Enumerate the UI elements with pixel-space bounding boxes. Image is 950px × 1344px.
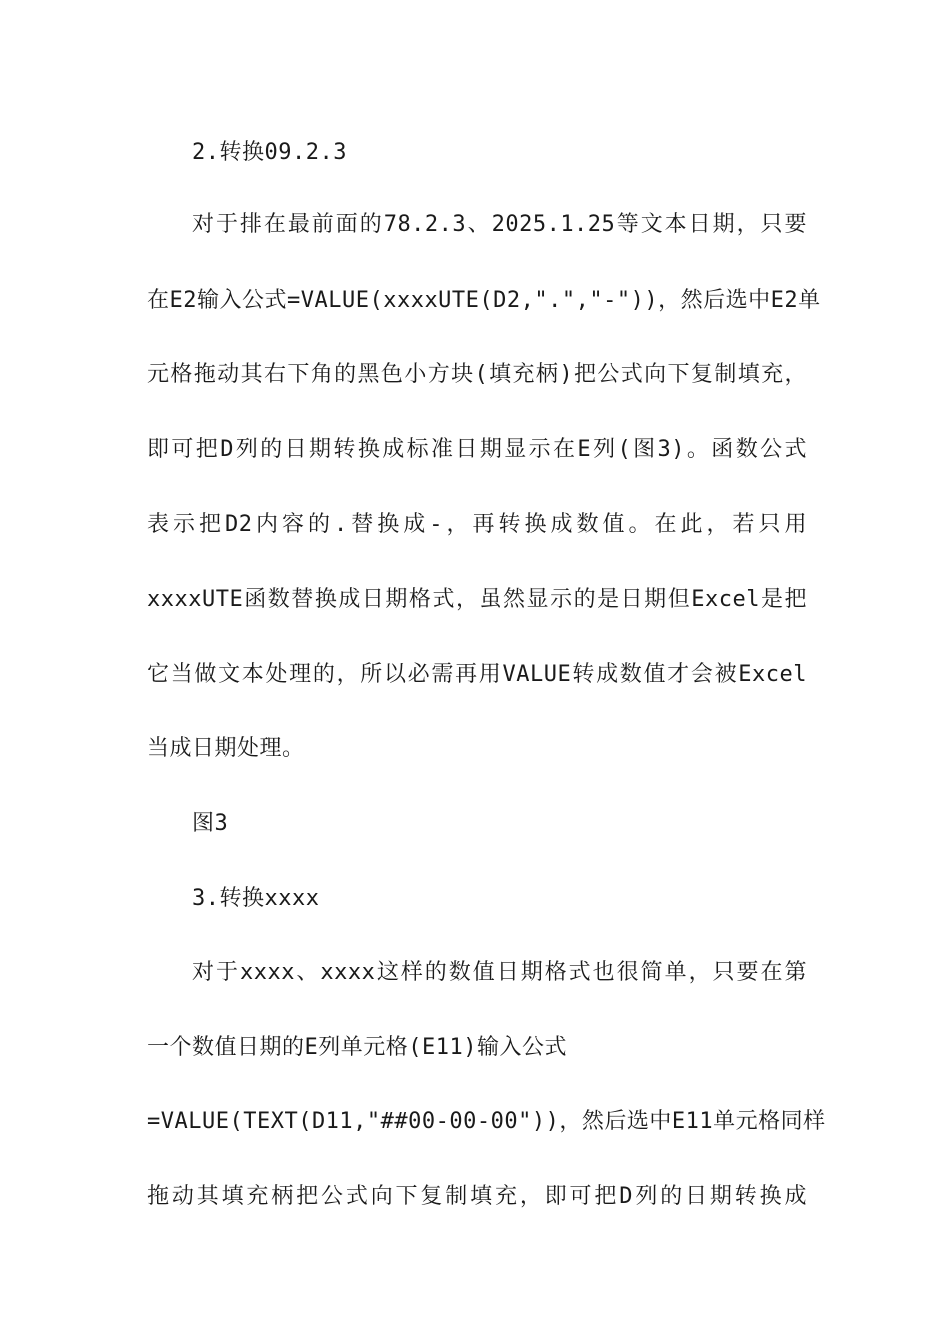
paragraph-line: 元格拖动其右下角的黑色小方块(填充柄)把公式向下复制填充， — [147, 362, 807, 387]
paragraph-line: 即可把D列的日期转换成标准日期显示在E列(图3)。函数公式 — [147, 437, 807, 462]
paragraph-line: xxxxUTE函数替换成日期格式，虽然显示的是日期但Excel是把 — [147, 587, 807, 612]
paragraph-line: 拖动其填充柄把公式向下复制填充，即可把D列的日期转换成 — [147, 1184, 807, 1209]
paragraph-line: 表示把D2内容的.替换成-，再转换成数值。在此，若只用 — [147, 512, 807, 537]
section-heading-2: 2.转换09.2.3 — [192, 140, 347, 165]
paragraph-line: 它当做文本处理的，所以必需再用VALUE转成数值才会被Excel — [147, 662, 807, 687]
paragraph-line: 对于xxxx、xxxx这样的数值日期格式也很简单，只要在第 — [192, 960, 807, 985]
figure-caption: 图3 — [192, 811, 229, 836]
paragraph-line: 在E2输入公式=VALUE(xxxxUTE(D2,".","-"))，然后选中E2单 — [147, 288, 821, 313]
paragraph-line: 一个数值日期的E列单元格(E11)输入公式 — [147, 1035, 567, 1060]
paragraph-line: 当成日期处理。 — [147, 736, 305, 761]
paragraph-line: =VALUE(TEXT(D11,"##00-00-00"))，然后选中E11单元格同样 — [147, 1109, 826, 1134]
paragraph-line: 对于排在最前面的78.2.3、2025.1.25等文本日期，只要 — [192, 212, 807, 237]
section-heading-3: 3.转换xxxx — [192, 886, 320, 911]
